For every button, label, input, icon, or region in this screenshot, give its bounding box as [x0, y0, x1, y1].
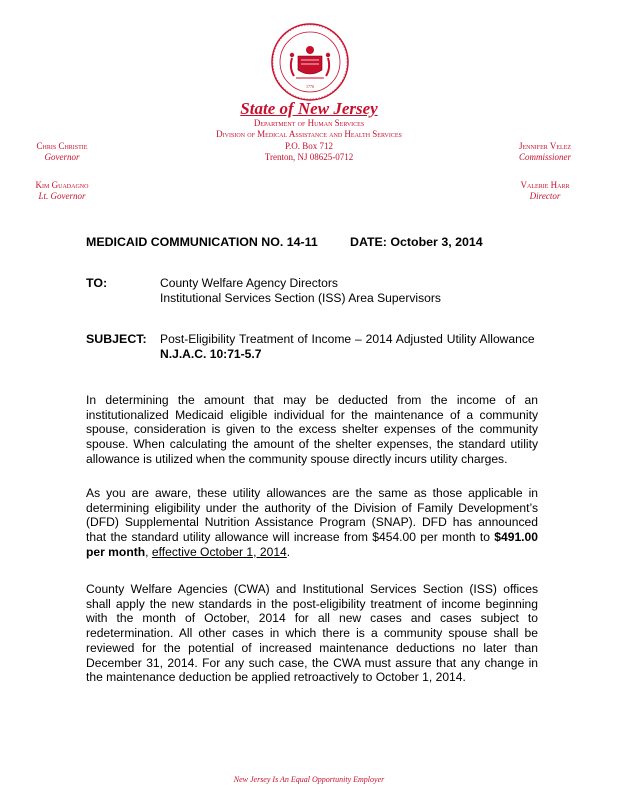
- commissioner-block: [500, 141, 590, 163]
- commissioner-name: Jennifer Velez: [518, 141, 572, 151]
- director-block: [500, 180, 590, 202]
- paragraph-3: County Welfare Agencies (CWA) and Institutional Services Section (ISS) offices shall apply the new standards in the post-eligibility treatment of income beginning with the month of October, 2014 for all new cases and cases subject to redetermination. All other cases in which there is a community spouse shall be reviewed for the potential of increased maintenance deductions no later than December 31, 2014. For any such case, the CWA must assure that any change in the maintenance deduction be applied retroactively to October 1, 2014.: [86, 582, 538, 685]
- recipient-line: Institutional Services Section (ISS) Area Supervisors: [160, 290, 441, 305]
- governor-block: [22, 141, 102, 163]
- commissioner-title: Commissioner: [518, 152, 571, 162]
- to-recipients: [160, 276, 441, 305]
- division-name: Division of Medical Assistance and Health Services: [216, 129, 402, 139]
- effective-date: effective October 1, 2014: [151, 544, 287, 559]
- memo-number: MEDICAID COMMUNICATION NO. 14-11: [86, 235, 318, 249]
- state-title: State of New Jersey: [240, 99, 378, 118]
- governor-title: Governor: [44, 152, 80, 162]
- paragraph-1: In determining the amount that may be deducted from the income of an institutionalized Medicaid eligible individual for the maintenance of a community spouse, consideration is given to the excess shelter expenses of the community spouse. When calculating the amount of the shelter expenses, the standard utility allowance is utilized when the community spouse directly incurs utility charges.: [86, 393, 538, 466]
- svg-text:1776: 1776: [306, 84, 314, 89]
- city-address: Trenton, NJ 08625-0712: [264, 152, 354, 162]
- paragraph-2-end: .: [286, 544, 291, 559]
- new-allowance-amount: $491.00 per month: [86, 530, 538, 559]
- subject-reference: N.J.A.C. 10:71-5.7: [160, 346, 262, 361]
- subject-label: SUBJECT:: [86, 332, 147, 346]
- to-label: TO:: [86, 276, 108, 290]
- director-title: Director: [529, 191, 561, 201]
- subject-title: Post-Eligibility Treatment of Income – 2014 Adjusted Utility Allowance: [160, 332, 535, 346]
- recipient-line: County Welfare Agency Directors: [160, 276, 338, 290]
- governor-name: Chris Christie: [36, 141, 88, 151]
- lt-governor-name: Kim Guadagno: [35, 180, 89, 190]
- department-name: Department of Human Services: [253, 118, 365, 128]
- lt-governor-title: Lt. Governor: [38, 191, 86, 201]
- state-seal-icon: [270, 22, 350, 102]
- paragraph-2-separator: ,: [145, 544, 152, 559]
- paragraph-2: [86, 486, 538, 560]
- paragraph-2-text: As you are aware, these utility allowances are the same as those applicable in determining eligibility under the authority of the Division of Family Development’s (DFD) Supplemental Nutrition Assistance Program (SNAP). DFD has announced that the standard utility allowance will increase from $454.00 per month to: [86, 486, 538, 545]
- memo-date: DATE: October 3, 2014: [350, 235, 483, 249]
- lt-governor-block: [22, 180, 102, 202]
- po-box: P.O. Box 712: [284, 141, 333, 151]
- footer-eoe: New Jersey Is An Equal Opportunity Employer: [233, 775, 385, 784]
- director-name: Valerie Harr: [520, 180, 570, 190]
- subject-text: [160, 332, 538, 361]
